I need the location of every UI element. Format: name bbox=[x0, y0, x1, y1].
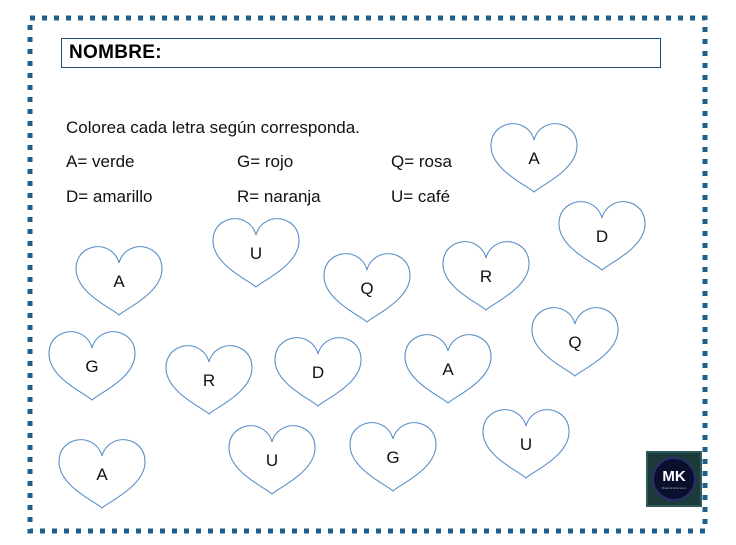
heart-letter: G bbox=[85, 357, 99, 376]
heart-letter: A bbox=[528, 149, 540, 168]
heart-2[interactable] bbox=[559, 202, 645, 270]
heart-letter: U bbox=[519, 435, 533, 454]
heart-15[interactable] bbox=[350, 423, 436, 491]
heart-letter: A bbox=[442, 360, 454, 379]
heart-6[interactable] bbox=[324, 254, 410, 322]
heart-letter: R bbox=[479, 267, 493, 286]
heart-letter: Q bbox=[360, 279, 374, 298]
heart-letter: D bbox=[311, 363, 325, 382]
key-q: Q= rosa bbox=[391, 152, 452, 171]
heart-letter: G bbox=[386, 448, 400, 467]
heart-14[interactable] bbox=[229, 426, 315, 494]
heart-12[interactable] bbox=[483, 410, 569, 478]
heart-10[interactable] bbox=[275, 338, 361, 406]
heart-letter: U bbox=[265, 451, 279, 470]
heart-9[interactable] bbox=[166, 346, 252, 414]
heart-8[interactable] bbox=[49, 332, 135, 400]
heart-1[interactable] bbox=[491, 124, 577, 192]
heart-letter: Q bbox=[568, 333, 582, 352]
heart-letter: R bbox=[202, 371, 216, 390]
key-g: G= rojo bbox=[237, 152, 294, 171]
heart-7[interactable] bbox=[532, 308, 618, 376]
heart-4[interactable] bbox=[443, 242, 529, 310]
heart-13[interactable] bbox=[59, 440, 145, 508]
name-label: NOMBRE: bbox=[69, 42, 162, 63]
key-r: R= naranja bbox=[237, 187, 321, 206]
heart-5[interactable] bbox=[76, 247, 162, 315]
heart-letter: D bbox=[595, 227, 609, 246]
heart-letter: U bbox=[249, 244, 263, 263]
logo-text: MK bbox=[662, 468, 686, 485]
key-u: U= café bbox=[391, 187, 451, 206]
heart-letter: A bbox=[113, 272, 125, 291]
key-d: D= amarillo bbox=[66, 187, 153, 206]
heart-letter: A bbox=[96, 465, 108, 484]
logo-circle bbox=[652, 457, 696, 501]
logo-subtitle: Material Educativo bbox=[661, 486, 687, 490]
instructions-text: Colorea cada letra según corresponda. bbox=[66, 118, 360, 137]
key-a: A= verde bbox=[66, 152, 135, 171]
mk-logo bbox=[646, 451, 702, 507]
heart-3[interactable] bbox=[213, 219, 299, 287]
heart-11[interactable] bbox=[405, 335, 491, 403]
